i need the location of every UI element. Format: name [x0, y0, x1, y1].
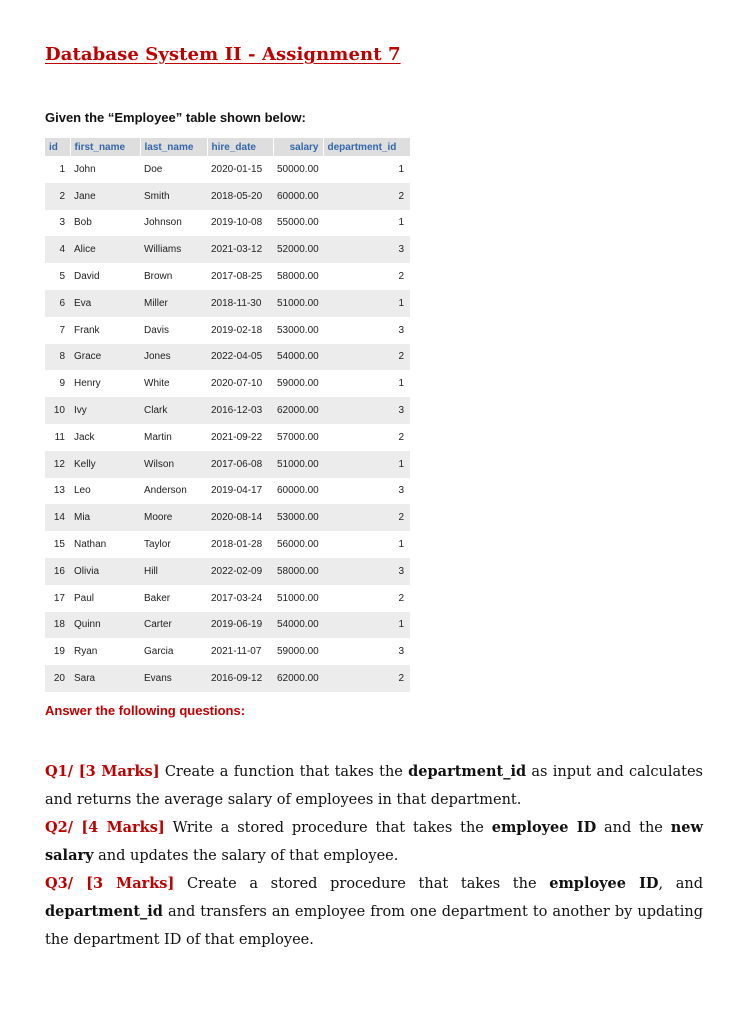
cell-hire-date: 2017-08-25: [207, 263, 273, 290]
cell-hire-date: 2017-03-24: [207, 585, 273, 612]
cell-last-name: Smith: [140, 183, 207, 210]
cell-last-name: Brown: [140, 263, 207, 290]
cell-hire-date: 2020-08-14: [207, 504, 273, 531]
cell-department-id: 1: [323, 370, 410, 397]
cell-first-name: Ryan: [70, 638, 140, 665]
cell-department-id: 2: [323, 504, 410, 531]
cell-first-name: Grace: [70, 344, 140, 371]
cell-last-name: Doe: [140, 156, 207, 183]
cell-id: 13: [45, 478, 70, 505]
cell-first-name: Quinn: [70, 612, 140, 639]
cell-hire-date: 2019-02-18: [207, 317, 273, 344]
question-label: Q2/ [4 Marks]: [45, 819, 165, 836]
cell-department-id: 1: [323, 612, 410, 639]
cell-id: 20: [45, 665, 70, 692]
table-row: [45, 451, 410, 478]
table-row: [45, 236, 410, 263]
cell-department-id: 1: [323, 156, 410, 183]
cell-id: 17: [45, 585, 70, 612]
cell-first-name: Olivia: [70, 558, 140, 585]
cell-first-name: Eva: [70, 290, 140, 317]
cell-department-id: 1: [323, 451, 410, 478]
question-text: and updates the salary of that employee.: [93, 848, 399, 864]
cell-last-name: Williams: [140, 236, 207, 263]
cell-last-name: White: [140, 370, 207, 397]
table-row: [45, 397, 410, 424]
employee-table: [45, 138, 411, 692]
cell-salary: 55000.00: [273, 210, 323, 237]
table-intro: Given the “Employee” table shown below:: [45, 110, 306, 125]
cell-hire-date: 2019-06-19: [207, 612, 273, 639]
cell-last-name: Clark: [140, 397, 207, 424]
cell-id: 12: [45, 451, 70, 478]
question-text: Create a stored procedure that takes the: [174, 876, 550, 892]
cell-id: 16: [45, 558, 70, 585]
cell-salary: 51000.00: [273, 585, 323, 612]
table-row: [45, 612, 410, 639]
cell-id: 7: [45, 317, 70, 344]
table-row: [45, 210, 410, 237]
cell-salary: 59000.00: [273, 638, 323, 665]
question-label: Q3/ [3 Marks]: [45, 875, 175, 892]
table-row: [45, 370, 410, 397]
cell-first-name: David: [70, 263, 140, 290]
question-text: Write a stored procedure that takes the: [164, 820, 492, 836]
cell-hire-date: 2018-01-28: [207, 531, 273, 558]
cell-last-name: Hill: [140, 558, 207, 585]
cell-last-name: Moore: [140, 504, 207, 531]
question-keyword: employee ID: [491, 819, 597, 836]
cell-first-name: Mia: [70, 504, 140, 531]
table-row: [45, 156, 410, 183]
question-text: and transfers an employee from one department to another by updating the department ID of that employee.: [45, 904, 703, 948]
cell-hire-date: 2016-09-12: [207, 665, 273, 692]
cell-salary: 62000.00: [273, 397, 323, 424]
table-row: [45, 638, 410, 665]
cell-first-name: Henry: [70, 370, 140, 397]
question-2: [45, 814, 703, 870]
question-keyword: department_id: [408, 763, 527, 780]
cell-salary: 54000.00: [273, 344, 323, 371]
cell-first-name: Leo: [70, 478, 140, 505]
cell-hire-date: 2019-04-17: [207, 478, 273, 505]
cell-department-id: 3: [323, 638, 410, 665]
cell-first-name: Jane: [70, 183, 140, 210]
cell-hire-date: 2020-01-15: [207, 156, 273, 183]
cell-last-name: Anderson: [140, 478, 207, 505]
cell-first-name: John: [70, 156, 140, 183]
cell-hire-date: 2021-03-12: [207, 236, 273, 263]
cell-id: 2: [45, 183, 70, 210]
header-first-name[interactable]: first_name: [70, 138, 140, 156]
cell-salary: 52000.00: [273, 236, 323, 263]
cell-first-name: Frank: [70, 317, 140, 344]
cell-salary: 60000.00: [273, 478, 323, 505]
header-last-name[interactable]: last_name: [140, 138, 207, 156]
cell-hire-date: 2017-06-08: [207, 451, 273, 478]
cell-first-name: Jack: [70, 424, 140, 451]
table-body: [45, 156, 410, 692]
cell-hire-date: 2022-04-05: [207, 344, 273, 371]
cell-department-id: 3: [323, 236, 410, 263]
cell-id: 19: [45, 638, 70, 665]
table-row: [45, 290, 410, 317]
cell-hire-date: 2018-05-20: [207, 183, 273, 210]
question-text: and the: [596, 820, 671, 836]
header-hire-date[interactable]: hire_date: [207, 138, 273, 156]
cell-first-name: Nathan: [70, 531, 140, 558]
table-row: [45, 504, 410, 531]
header-salary[interactable]: salary: [273, 138, 323, 156]
cell-first-name: Paul: [70, 585, 140, 612]
question-3: [45, 870, 703, 954]
cell-last-name: Martin: [140, 424, 207, 451]
cell-department-id: 2: [323, 263, 410, 290]
cell-department-id: 2: [323, 665, 410, 692]
cell-department-id: 1: [323, 290, 410, 317]
question-text: Create a function that takes the: [159, 764, 409, 780]
cell-hire-date: 2018-11-30: [207, 290, 273, 317]
cell-last-name: Taylor: [140, 531, 207, 558]
cell-department-id: 1: [323, 210, 410, 237]
cell-salary: 58000.00: [273, 263, 323, 290]
table-row: [45, 585, 410, 612]
table-row: [45, 183, 410, 210]
cell-last-name: Johnson: [140, 210, 207, 237]
cell-id: 14: [45, 504, 70, 531]
cell-salary: 62000.00: [273, 665, 323, 692]
cell-last-name: Garcia: [140, 638, 207, 665]
cell-salary: 51000.00: [273, 290, 323, 317]
cell-last-name: Wilson: [140, 451, 207, 478]
cell-department-id: 3: [323, 397, 410, 424]
cell-department-id: 3: [323, 317, 410, 344]
cell-department-id: 2: [323, 344, 410, 371]
cell-salary: 50000.00: [273, 156, 323, 183]
question-text: as input and calculates and returns the average salary of employees in that department.: [45, 764, 703, 808]
cell-salary: 57000.00: [273, 424, 323, 451]
header-department-id[interactable]: department_id: [323, 138, 410, 156]
cell-salary: 59000.00: [273, 370, 323, 397]
cell-department-id: 1: [323, 531, 410, 558]
cell-id: 4: [45, 236, 70, 263]
cell-salary: 54000.00: [273, 612, 323, 639]
cell-salary: 56000.00: [273, 531, 323, 558]
cell-last-name: Evans: [140, 665, 207, 692]
cell-last-name: Davis: [140, 317, 207, 344]
cell-id: 15: [45, 531, 70, 558]
cell-id: 3: [45, 210, 70, 237]
table-row: [45, 478, 410, 505]
cell-hire-date: 2020-07-10: [207, 370, 273, 397]
question-keyword: new salary: [45, 819, 704, 864]
cell-first-name: Kelly: [70, 451, 140, 478]
cell-id: 10: [45, 397, 70, 424]
table-row: [45, 531, 410, 558]
table-header-row: [45, 138, 410, 156]
cell-first-name: Bob: [70, 210, 140, 237]
cell-salary: 60000.00: [273, 183, 323, 210]
question-keyword: employee ID: [549, 875, 659, 892]
header-id[interactable]: id: [45, 138, 70, 156]
question-keyword: department_id: [45, 903, 163, 920]
table-row: [45, 558, 410, 585]
cell-department-id: 2: [323, 585, 410, 612]
question-label: Q1/ [3 Marks]: [45, 763, 160, 780]
cell-hire-date: 2022-02-09: [207, 558, 273, 585]
questions-section: [45, 758, 703, 954]
cell-id: 6: [45, 290, 70, 317]
cell-first-name: Ivy: [70, 397, 140, 424]
cell-last-name: Baker: [140, 585, 207, 612]
cell-salary: 51000.00: [273, 451, 323, 478]
cell-id: 5: [45, 263, 70, 290]
table-row: [45, 263, 410, 290]
table-row: [45, 424, 410, 451]
table-row: [45, 665, 410, 692]
table-row: [45, 317, 410, 344]
question-text: , and: [658, 876, 704, 892]
question-1: [45, 758, 703, 814]
cell-id: 18: [45, 612, 70, 639]
cell-id: 8: [45, 344, 70, 371]
cell-hire-date: 2019-10-08: [207, 210, 273, 237]
cell-last-name: Jones: [140, 344, 207, 371]
cell-salary: 53000.00: [273, 504, 323, 531]
cell-id: 1: [45, 156, 70, 183]
cell-department-id: 2: [323, 424, 410, 451]
cell-hire-date: 2021-09-22: [207, 424, 273, 451]
cell-last-name: Carter: [140, 612, 207, 639]
cell-department-id: 3: [323, 558, 410, 585]
page-title: Database System II - Assignment 7: [45, 44, 401, 65]
cell-hire-date: 2021-11-07: [207, 638, 273, 665]
table-row: [45, 344, 410, 371]
cell-salary: 58000.00: [273, 558, 323, 585]
cell-salary: 53000.00: [273, 317, 323, 344]
cell-department-id: 2: [323, 183, 410, 210]
cell-first-name: Alice: [70, 236, 140, 263]
cell-first-name: Sara: [70, 665, 140, 692]
cell-department-id: 3: [323, 478, 410, 505]
cell-id: 9: [45, 370, 70, 397]
cell-last-name: Miller: [140, 290, 207, 317]
answer-heading: Answer the following questions:: [45, 703, 246, 718]
cell-hire-date: 2016-12-03: [207, 397, 273, 424]
cell-id: 11: [45, 424, 70, 451]
